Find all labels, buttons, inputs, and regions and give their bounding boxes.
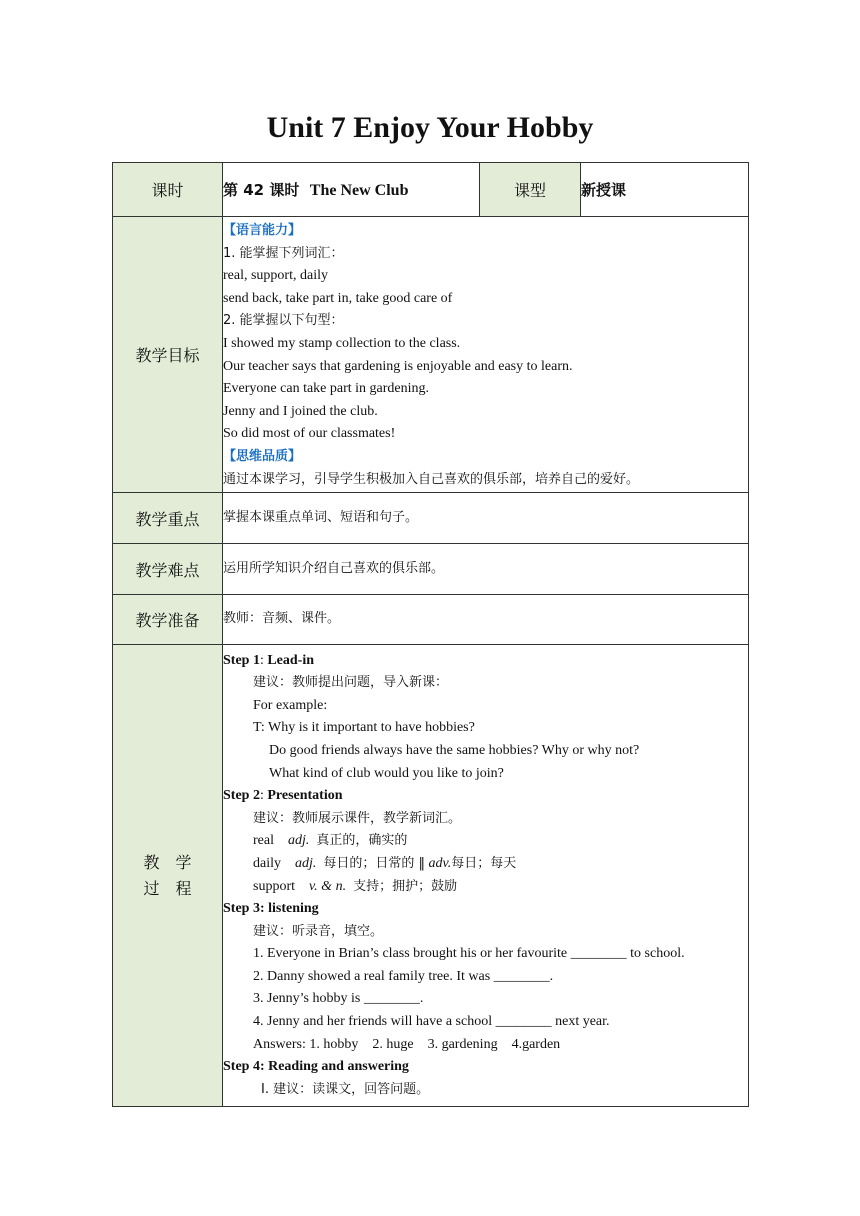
label-type: 课型	[480, 163, 581, 217]
difficulties-text: 运用所学知识介绍自己喜欢的俱乐部。	[223, 560, 445, 576]
step-1-question: T: Why is it important to have hobbies?	[253, 720, 475, 736]
lesson-plan-table	[112, 162, 749, 1107]
step-1-title: Lead-in	[267, 652, 315, 668]
step-1-label: Step 1	[223, 652, 260, 668]
label-preparation: 教学准备	[113, 595, 223, 645]
label-difficulties: 教学难点	[113, 544, 223, 595]
key-points-value	[223, 493, 749, 544]
step-1-heading: Step 1: Lead-in	[223, 652, 315, 668]
vocab-meaning: 真正的，确实的	[316, 833, 408, 849]
row-period	[113, 163, 749, 217]
step-2-title: Presentation	[267, 788, 343, 804]
vocab-entry	[223, 830, 748, 853]
step-4-item: Ⅰ. 建议：读课文，回答问题。	[261, 1081, 430, 1097]
step-2-heading: Step 2: Presentation	[223, 788, 343, 804]
vocab-extra-meaning: 每日；每天	[451, 855, 517, 871]
preparation-value	[223, 595, 749, 645]
objective-item-1: 1. 能掌握下列词汇：	[223, 245, 344, 261]
label-key-points: 教学重点	[113, 493, 223, 544]
sentence-line: I showed my stamp collection to the class.	[223, 335, 461, 351]
step-2-label: Step 2	[223, 788, 260, 804]
listening-item: 4. Jenny and her friends will have a school ________ next year.	[253, 1014, 610, 1030]
preparation-text: 教师：音频、课件。	[223, 611, 341, 627]
step-1-question: Do good friends always have the same hobbies? Why or why not?	[269, 742, 640, 758]
type-value: 新授课	[581, 163, 749, 217]
label-period: 课时	[113, 163, 223, 217]
period-title: The New Club	[309, 182, 409, 199]
section-thinking: 【思维品质】	[223, 448, 302, 464]
step-2-suggestion: 建议：教师展示课件，教学新词汇。	[253, 810, 462, 826]
step-3-heading: Step 3: listening	[223, 901, 319, 917]
listening-answers: Answers: 1. hobby 2. huge 3. gardening 4.garden	[253, 1036, 561, 1052]
period-value	[223, 163, 480, 217]
step-1-question: What kind of club would you like to join?	[269, 765, 504, 781]
objectives-content	[223, 217, 749, 493]
step-1-example: For example:	[253, 697, 328, 713]
vocab-meaning: 支持；拥护；鼓励	[353, 878, 458, 894]
vocab-pos: adj.	[287, 833, 310, 849]
vocab-word: daily	[253, 855, 281, 871]
period-prefix: 第 42 课时	[223, 181, 300, 199]
sentence-line: Our teacher says that gardening is enjoyable and easy to learn.	[223, 358, 573, 374]
listening-item: 2. Danny showed a real family tree. It was ________.	[253, 968, 554, 984]
vocab-word: real	[253, 833, 274, 849]
vocab-line-1: real, support, daily	[223, 268, 328, 284]
thinking-text: 通过本课学习，引导学生积极加入自己喜欢的俱乐部，培养自己的爱好。	[223, 471, 640, 487]
difficulties-value	[223, 544, 749, 595]
row-process	[113, 645, 749, 1107]
sentence-line: So did most of our classmates!	[223, 426, 396, 442]
process-label-line-2: 过 程	[143, 878, 192, 898]
vocab-extra-pos: adv.	[428, 855, 452, 871]
vocab-line-2: send back, take part in, take good care of	[223, 290, 453, 306]
listening-item: 3. Jenny’s hobby is ________.	[253, 991, 424, 1007]
row-preparation	[113, 595, 749, 645]
page-title: Unit 7 Enjoy Your Hobby	[266, 111, 594, 144]
row-difficulties	[113, 544, 749, 595]
step-3-suggestion: 建议：听录音，填空。	[253, 923, 384, 939]
listening-item: 1. Everyone in Brian’s class brought his or her favourite ________ to school.	[253, 946, 685, 962]
row-objectives	[113, 217, 749, 493]
vocab-entry	[223, 876, 748, 899]
vocab-word: support	[253, 878, 295, 894]
objective-item-2: 2. 能掌握以下句型：	[223, 313, 344, 329]
vocab-pos: v. & n.	[309, 878, 347, 894]
label-objectives: 教学目标	[113, 217, 223, 493]
vocab-entry	[223, 853, 748, 876]
sentence-line: Everyone can take part in gardening.	[223, 381, 430, 397]
label-process	[113, 645, 223, 1107]
key-points-text: 掌握本课重点单词、短语和句子。	[223, 509, 419, 525]
process-content	[223, 645, 749, 1107]
step-4-heading: Step 4: Reading and answering	[223, 1059, 409, 1075]
sentence-line: Jenny and I joined the club.	[223, 403, 378, 419]
vocab-meaning: 每日的；日常的 ‖	[323, 855, 426, 871]
process-label-line-1: 教 学	[143, 852, 192, 872]
step-1-suggestion: 建议：教师提出问题，导入新课：	[253, 675, 449, 691]
row-key-points	[113, 493, 749, 544]
vocab-pos: adj.	[295, 855, 317, 871]
section-language: 【语言能力】	[223, 223, 302, 238]
